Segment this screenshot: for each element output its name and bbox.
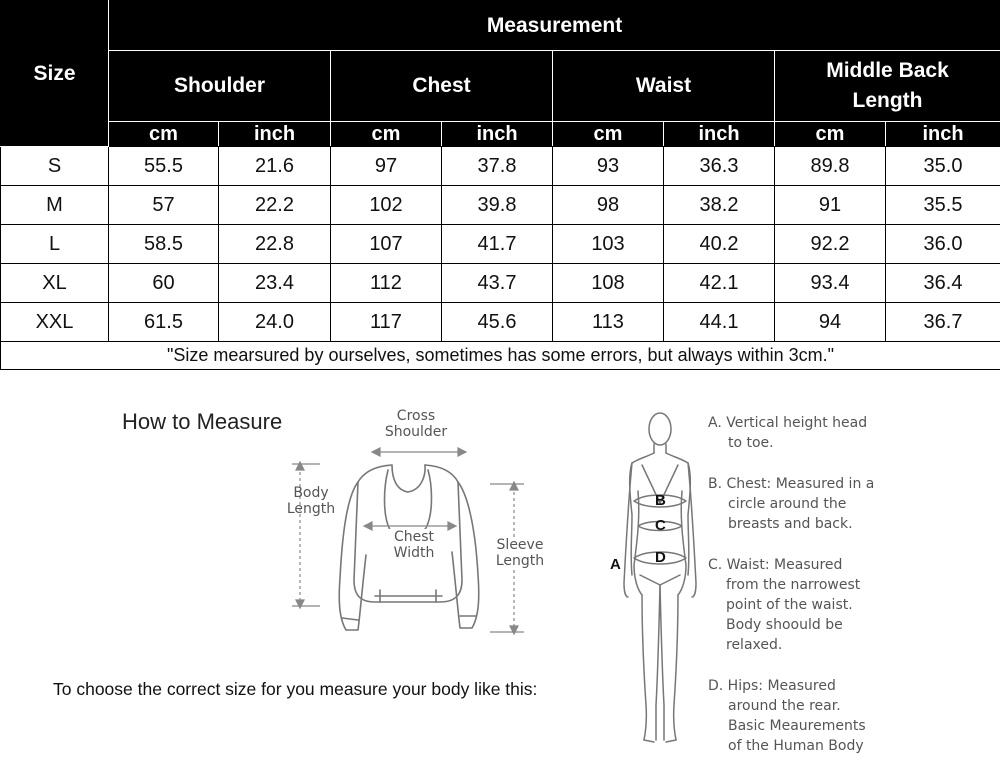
unit-header: cm xyxy=(109,122,219,147)
cross-shoulder-label: Cross Shoulder xyxy=(384,408,448,440)
measurement-cell: 23.4 xyxy=(219,264,331,303)
measurement-cell: 21.6 xyxy=(219,147,331,186)
measurement-cell: 93 xyxy=(553,147,664,186)
measurement-cell: 107 xyxy=(331,225,442,264)
measurement-cell: 35.0 xyxy=(886,147,1000,186)
measurement-cell: 36.4 xyxy=(886,264,1000,303)
size-chart-table xyxy=(0,0,1000,370)
choose-size-instruction: To choose the correct size for you measure your body like this: xyxy=(53,679,538,699)
measurement-cell: 93.4 xyxy=(775,264,886,303)
measurement-cell: 89.8 xyxy=(775,147,886,186)
measurement-cell: 45.6 xyxy=(442,303,553,342)
measurement-note: "Size mearsured by ourselves, sometimes has some errors, but always within 3cm." xyxy=(1,342,1000,370)
measurement-cell: 98 xyxy=(553,186,664,225)
unit-header: inch xyxy=(442,122,553,147)
measurement-cell: 60 xyxy=(109,264,219,303)
size-cell: L xyxy=(1,225,109,264)
group-header-middle-back-length: Middle Back Length xyxy=(775,51,1000,122)
measurement-cell: 38.2 xyxy=(664,186,775,225)
measurement-cell: 57 xyxy=(109,186,219,225)
group-header-chest: Chest xyxy=(331,51,553,122)
measurement-cell: 39.8 xyxy=(442,186,553,225)
unit-header: cm xyxy=(775,122,886,147)
measurement-cell: 42.1 xyxy=(664,264,775,303)
measurement-cell: 36.0 xyxy=(886,225,1000,264)
table-row xyxy=(1,225,1000,264)
measurement-cell: 43.7 xyxy=(442,264,553,303)
unit-header: cm xyxy=(553,122,664,147)
how-to-measure-title: How to Measure xyxy=(122,409,283,434)
measurement-cell: 112 xyxy=(331,264,442,303)
group-header-shoulder: Shoulder xyxy=(109,51,331,122)
measurement-cell: 36.7 xyxy=(886,303,1000,342)
measurement-cell: 24.0 xyxy=(219,303,331,342)
table-row xyxy=(1,303,1000,342)
measurement-cell: 113 xyxy=(553,303,664,342)
body-letter-b: B xyxy=(655,492,666,509)
measurement-cell: 55.5 xyxy=(109,147,219,186)
measurement-cell: 92.2 xyxy=(775,225,886,264)
description-c: C. Waist: Measured from the narrowest point of the waist. Body shoould be relaxed. xyxy=(708,557,861,653)
unit-header: inch xyxy=(886,122,1000,147)
measurement-cell: 103 xyxy=(553,225,664,264)
measurement-cell: 91 xyxy=(775,186,886,225)
unit-header: inch xyxy=(219,122,331,147)
size-cell: S xyxy=(1,147,109,186)
measurement-cell: 36.3 xyxy=(664,147,775,186)
unit-header: inch xyxy=(664,122,775,147)
size-cell: XXL xyxy=(1,303,109,342)
sleeve-length-label: Sleeve Length xyxy=(490,537,550,569)
measurement-cell: 44.1 xyxy=(664,303,775,342)
description-d: D. Hips: Measured around the rear. Basic Meaurements of the Human Body xyxy=(708,678,866,754)
measurement-cell: 41.7 xyxy=(442,225,553,264)
measurement-cell: 37.8 xyxy=(442,147,553,186)
unit-header: cm xyxy=(331,122,442,147)
group-header-waist: Waist xyxy=(553,51,775,122)
measurement-cell: 102 xyxy=(331,186,442,225)
size-cell: M xyxy=(1,186,109,225)
measurement-cell: 35.5 xyxy=(886,186,1000,225)
measurement-cell: 97 xyxy=(331,147,442,186)
measurement-cell: 108 xyxy=(553,264,664,303)
body-length-label: Body Length xyxy=(286,485,336,517)
body-letter-d: D xyxy=(655,549,666,566)
measurement-cell: 117 xyxy=(331,303,442,342)
size-cell: XL xyxy=(1,264,109,303)
chest-width-label: Chest Width xyxy=(386,529,442,561)
body-letter-a: A xyxy=(610,556,621,573)
measurement-cell: 22.8 xyxy=(219,225,331,264)
body-letter-c: C xyxy=(655,517,666,534)
description-a: A. Vertical height head to toe. xyxy=(708,415,868,451)
table-row xyxy=(1,186,1000,225)
measurement-cell: 22.2 xyxy=(219,186,331,225)
measurement-cell: 94 xyxy=(775,303,886,342)
description-b: B. Chest: Measured in a circle around the breasts and back. xyxy=(708,476,875,532)
size-column-header: Size xyxy=(1,1,109,147)
table-row xyxy=(1,147,1000,186)
measurement-header: Measurement xyxy=(109,1,1000,51)
table-row xyxy=(1,264,1000,303)
measurement-cell: 58.5 xyxy=(109,225,219,264)
human-body-diagram xyxy=(612,405,712,755)
measurement-cell: 40.2 xyxy=(664,225,775,264)
measurement-cell: 61.5 xyxy=(109,303,219,342)
